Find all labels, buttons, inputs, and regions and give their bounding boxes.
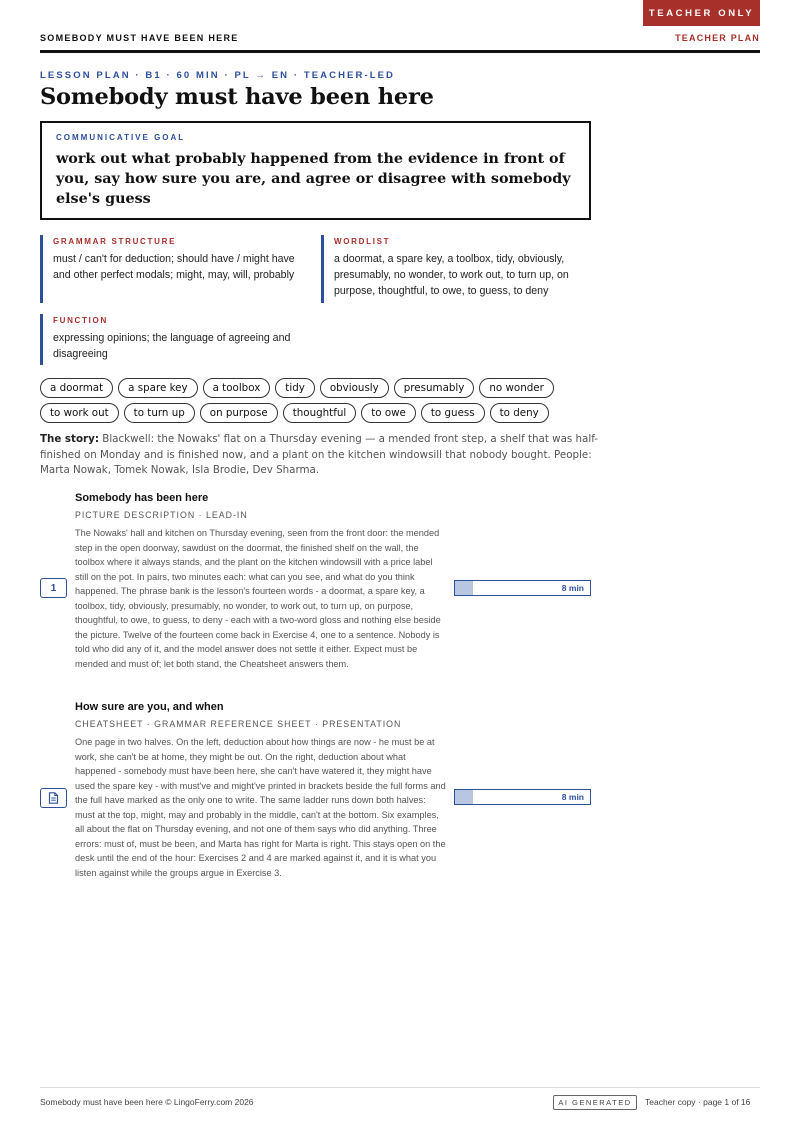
- wordlist-text: a doormat, a spare key, a toolbox, tidy, obviously, presumably, no wonder, to work out, to turn up, on purpose, thoughtful, to owe, to guess, to deny: [334, 253, 569, 297]
- wordlist-block: [321, 235, 591, 303]
- phrase-chips-row-2: [40, 403, 600, 423]
- function-label: FUNCTION: [53, 316, 108, 325]
- activity-time-fill: [455, 790, 473, 804]
- phrase-chip: a spare key: [118, 378, 197, 398]
- grammar-label: GRAMMAR STRUCTURE: [53, 237, 177, 246]
- activity-description: The Nowaks' hall and kitchen on Thursday evening, seen from the front door: the mended step in the open doorway, sawdust on the doormat, the finished shelf on the wall, the toolbox where it always stands, and the plant on the kitchen windowsill with a price label still on the pot. In pairs, two minutes each: what can you see, and what do you think happened. The phrase bank is the lesson's fourteen words - a doormat, a spare key, a toolbox, tidy, obviously, presumably, no wonder, to work out, to turn up, on purpose, thoughtful, to owe, to guess, to deny - each with a two-word gloss and nothing else beside the picture. Twelve of the fourteen come back in Exercise 4, one to a sentence. Nobody is told who did any of it, and the model answer does not settle it either. Expect must be mended and must of; let both stand, the Cheatsheet answers them.: [75, 528, 441, 669]
- phrase-chip: obviously: [320, 378, 389, 398]
- activity-time-bar: [454, 580, 591, 596]
- activity-time-label: 8 min: [561, 583, 584, 593]
- footer-divider: [40, 1087, 760, 1088]
- phrase-chip: to owe: [361, 403, 416, 423]
- header-divider: [40, 50, 760, 53]
- phrase-chip: no wonder: [479, 378, 553, 398]
- grammar-text: must / can't for deduction; should have / might have and other perfect modals; might, may, will, probably: [53, 253, 295, 281]
- activity-time-fill: [455, 581, 473, 595]
- goal-text: work out what probably happened from the evidence in front of you, say how sure you are, and agree or disagree with somebody else's guess: [56, 151, 571, 207]
- document-icon: [40, 788, 67, 808]
- phrase-chip: to turn up: [124, 403, 195, 423]
- footer-page-info: Teacher copy · page 1 of 16: [645, 1097, 751, 1107]
- phrase-chip: a toolbox: [203, 378, 271, 398]
- header-doc-title: SOMEBODY MUST HAVE BEEN HERE: [40, 33, 239, 43]
- activity-title: Somebody has been here: [75, 492, 209, 504]
- phrase-chip: presumably: [394, 378, 475, 398]
- activity-description: One page in two halves. On the left, deduction about how things are now - he must be at work, she can't be at home, they might be out. On the right, deduction about what happened - somebody must have been here, she can't have watered it, they might have used the spare key - with must've and might've printed in brackets beside the full forms and the full have marked as the only one to write. The same ladder runs down both halves: must at the top, might, may and probably in the middle, can't at the bottom. Six examples, all about the flat on Thursday evening, and not one of them says who did anything. Three errors: must of, must be been, and Marta has right for Marta is right. This stays open on the desk until the end of the hour: Exercises 2 and 4 are marked against it, and it is what you listen against while the groups argue in Exercise 3.: [75, 737, 446, 878]
- goal-label: COMMUNICATIVE GOAL: [56, 133, 186, 142]
- story-paragraph: [40, 432, 600, 479]
- teacher-only-badge: TEACHER ONLY: [643, 0, 760, 26]
- activity-2: [40, 701, 600, 896]
- activity-time-bar: [454, 789, 591, 805]
- phrase-chips-row-1: [40, 378, 600, 398]
- activity-1: [40, 492, 600, 687]
- phrase-chip: to guess: [421, 403, 485, 423]
- phrase-chip: a doormat: [40, 378, 113, 398]
- wordlist-label: WORDLIST: [334, 237, 391, 246]
- activity-time-label: 8 min: [561, 792, 584, 802]
- phrase-chip: thoughtful: [283, 403, 357, 423]
- phrase-chip: to deny: [490, 403, 549, 423]
- phrase-chip: on purpose: [200, 403, 278, 423]
- page-title: Somebody must have been here: [40, 84, 434, 110]
- grammar-structure-block: [40, 235, 308, 303]
- document-icon-graphic: [48, 792, 59, 804]
- story-label: The story:: [40, 433, 99, 445]
- function-block: [40, 314, 308, 365]
- story-text: Blackwell: the Nowaks' flat on a Thursday evening — a mended front step, a shelf that was half-finished on Monday and is finished now, and a plant on the kitchen windowsill that nobody bought. People: Marta Nowak, Tomek Nowak, Isla Brodie, Dev Sharma.: [40, 433, 598, 476]
- lesson-meta: LESSON PLAN · B1 · 60 MIN · PL → EN · TEACHER-LED: [40, 70, 396, 81]
- footer-copyright: Somebody must have been here © LingoFerry.com 2026: [40, 1097, 254, 1107]
- ai-generated-badge: AI GENERATED: [553, 1095, 637, 1110]
- phrase-chip: to work out: [40, 403, 119, 423]
- activity-subtitle: CHEATSHEET · GRAMMAR REFERENCE SHEET · PRESENTATION: [75, 719, 402, 729]
- activity-title: How sure are you, and when: [75, 701, 224, 713]
- phrase-chip: tidy: [275, 378, 315, 398]
- activity-number-badge: 1: [40, 578, 67, 598]
- function-text: expressing opinions; the language of agreeing and disagreeing: [53, 332, 291, 360]
- page-header: [40, 33, 760, 43]
- header-plan-label: TEACHER PLAN: [675, 33, 760, 43]
- communicative-goal-box: [40, 121, 591, 220]
- activity-subtitle: PICTURE DESCRIPTION · LEAD-IN: [75, 510, 248, 520]
